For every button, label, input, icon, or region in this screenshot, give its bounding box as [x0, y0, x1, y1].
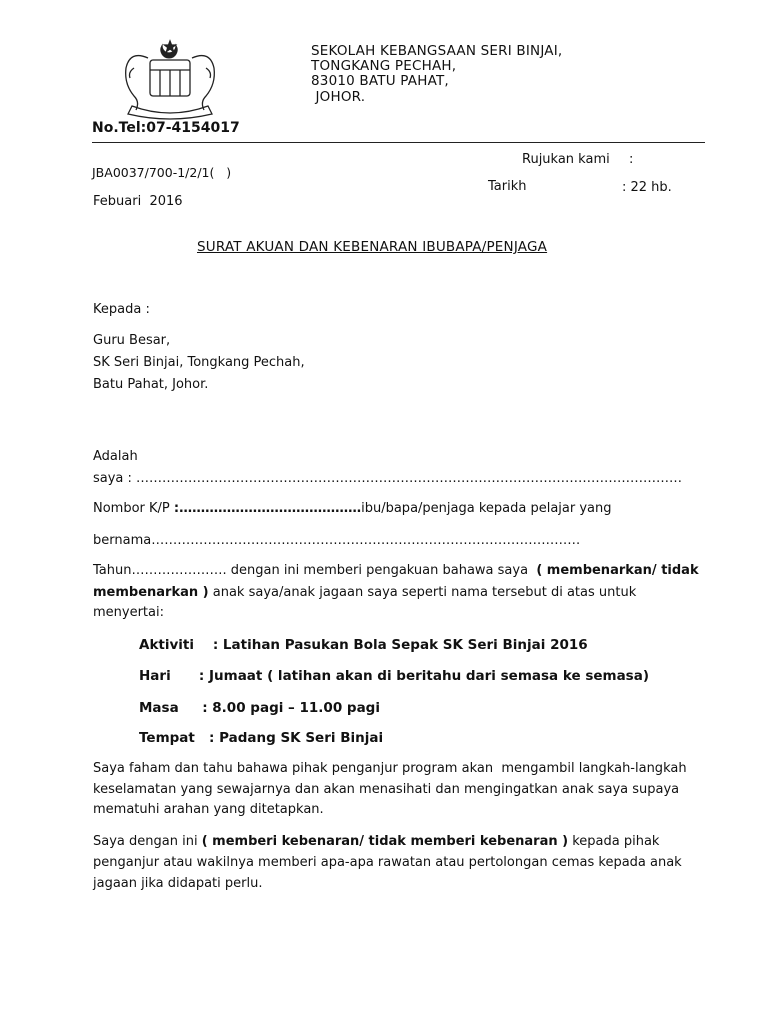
school-address-line-2: 83010 BATU PAHAT, [311, 73, 449, 89]
bernama-field: bernama……………………………………………………………………………………… [93, 533, 581, 548]
closing-para1-line-1: Saya faham dan tahu bahawa pihak penganjur program akan mengambil langkah-langkah [93, 761, 687, 776]
telephone-number: No.Tel:07-4154017 [92, 120, 240, 136]
permission-option: ( memberi kebenaran/ tidak memberi kebenaran ) [201, 834, 569, 849]
nombor-kp-dots: :…………………………………… [173, 501, 362, 516]
tahun-line-1 [93, 563, 699, 578]
tarikh-label: Tarikh [488, 179, 527, 194]
adalah-text: Adalah [93, 449, 138, 464]
menyertai-text: menyertai: [93, 605, 164, 620]
closing-para2-text: Saya dengan ini [93, 834, 202, 849]
consent-option-2: membenarkan ) [93, 585, 209, 600]
reference-number: JBA0037/700-1/2/1( ) [92, 165, 232, 180]
tahun-text: Tahun…………………. dengan ini memberi pengakuan bahawa saya [93, 563, 537, 578]
saya-name-field: saya : ……………………………………………………………………………………………………………… [93, 471, 683, 486]
closing-para2-line-3: jagaan jika didapati perlu. [93, 876, 263, 891]
nombor-kp-field [93, 501, 612, 516]
school-name: SEKOLAH KEBANGSAAN SERI BINJAI, [311, 43, 563, 59]
recipient-line-3: Batu Pahat, Johor. [93, 377, 209, 392]
header-divider [92, 142, 705, 143]
tarikh-value: : 22 hb. [622, 180, 672, 195]
tahun-text-2: anak saya/anak jagaan saya seperti nama tersebut di atas untuk [208, 585, 637, 600]
tahun-line-2 [93, 585, 636, 600]
recipient-line-1: Guru Besar, [93, 333, 171, 348]
activity-masa: Masa : 8.00 pagi – 11.00 pagi [139, 700, 380, 716]
rujukan-colon: : [629, 152, 634, 167]
activity-hari: Hari : Jumaat ( latihan akan di beritahu dari semasa ke semasa) [139, 668, 650, 684]
recipient-line-2: SK Seri Binjai, Tongkang Pechah, [93, 355, 305, 370]
closing-para2-line-1 [93, 834, 659, 849]
nombor-kp-label: Nombor K/P [93, 501, 174, 516]
consent-option-1: ( membenarkan/ tidak [536, 563, 699, 578]
school-address-line-3: JOHOR. [311, 89, 366, 105]
activity-tempat: Tempat : Padang SK Seri Binjai [139, 730, 384, 746]
closing-para1-line-2: keselamatan yang sewajarnya dan akan menasihati dan mengingatkan anak saya supaya [93, 782, 680, 797]
activity-aktiviti: Aktiviti : Latihan Pasukan Bola Sepak SK Seri Binjai 2016 [139, 637, 588, 653]
school-crest-logo [110, 38, 230, 120]
kepada-label: Kepada : [93, 302, 150, 317]
date-continuation: Febuari 2016 [93, 194, 183, 209]
rujukan-label: Rujukan kami [522, 152, 610, 167]
nombor-kp-tail: ibu/bapa/penjaga kepada pelajar yang [361, 501, 612, 516]
school-address-line-1: TONGKANG PECHAH, [311, 58, 457, 74]
closing-para2-line-2: penganjur atau wakilnya memberi apa-apa rawatan atau pertolongan cemas kepada anak [93, 855, 682, 870]
closing-para1-line-3: mematuhi arahan yang ditetapkan. [93, 802, 324, 817]
closing-para2-tail: kepada pihak [568, 834, 660, 849]
letter-title: SURAT AKUAN DAN KEBENARAN IBUBAPA/PENJAGA [197, 239, 548, 255]
